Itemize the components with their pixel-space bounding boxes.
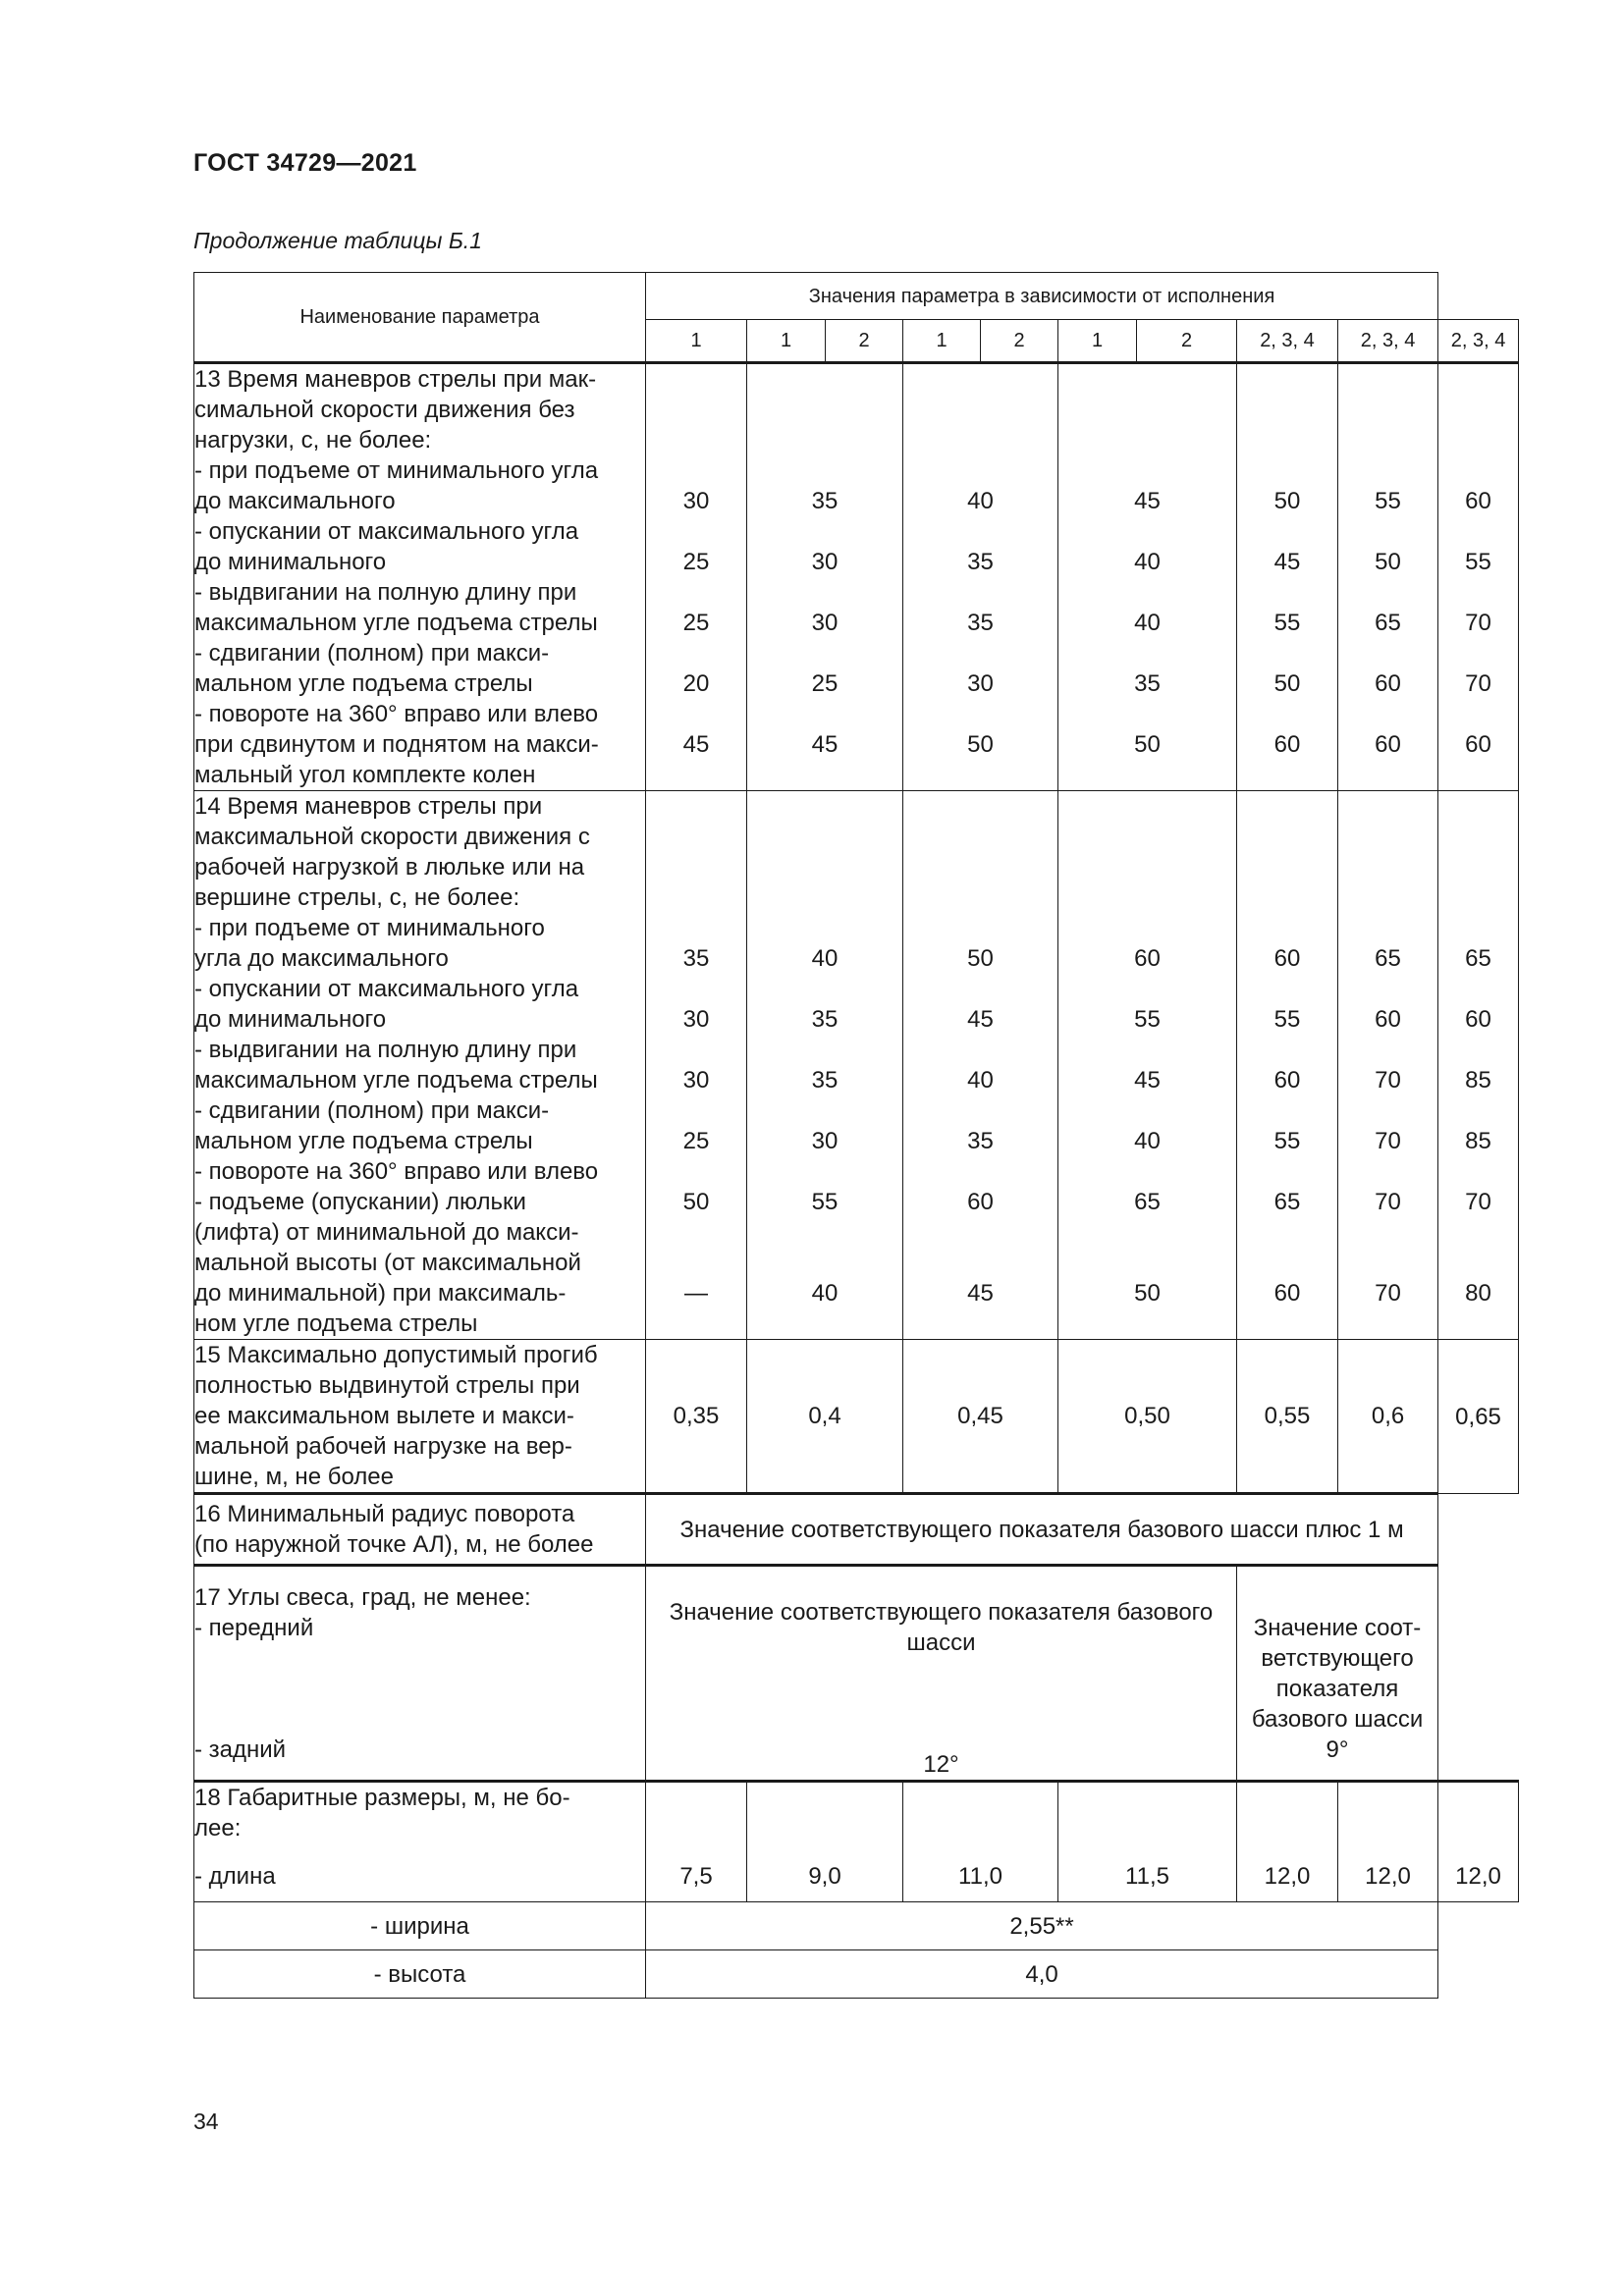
height-label: - высота	[194, 1950, 646, 1999]
values-13-col7: 60 55 70 70 60	[1438, 363, 1519, 791]
param-16-label: 16 Минимальный радиус поворота (по наружной точке АЛ), м, не более	[194, 1494, 646, 1566]
variant-header: 1	[646, 320, 747, 363]
variant-header: 1	[903, 320, 981, 363]
header-param-name: Наименование параметра	[194, 273, 646, 363]
header-values: Значения параметра в зависимости от исполнения	[646, 273, 1438, 320]
value-15-col1: 0,35	[646, 1340, 747, 1494]
variant-header: 2	[826, 320, 903, 363]
variant-header: 2	[981, 320, 1058, 363]
value-17-last: Значение соот- ветствующего показателя базового шасси 9°	[1237, 1566, 1438, 1782]
length-col7: 12,0	[1438, 1782, 1519, 1902]
value-15-col5: 0,55	[1237, 1340, 1338, 1494]
values-13-col1: 30 25 25 20 45	[646, 363, 747, 791]
value-17-main: Значение соответствующего показателя базового шасси 12°	[646, 1566, 1237, 1782]
document-code: ГОСТ 34729—2021	[193, 149, 417, 177]
length-col2: 9,0	[747, 1782, 903, 1902]
length-col6: 12,0	[1338, 1782, 1438, 1902]
variant-header: 2	[1137, 320, 1237, 363]
value-16: Значение соответствующего показателя базового шасси плюс 1 м	[646, 1494, 1438, 1566]
values-13-col3: 40 35 35 30 50	[903, 363, 1058, 791]
width-label: - ширина	[194, 1902, 646, 1950]
length-col1: 7,5	[646, 1782, 747, 1902]
length-col4: 11,5	[1058, 1782, 1237, 1902]
values-14-col7: 65 60 85 85 70 80	[1438, 791, 1519, 1340]
param-17-label: 17 Углы свеса, град, не менее: - передний - задний	[194, 1566, 646, 1782]
param-13-label: 13 Время маневров стрелы при мак- симальной скорости движения без нагрузки, с, не более: - при подъеме от минимального угла до максимального - опускании от максимального угла до минимального - выдвигании на полную длину при максимальном угле подъема стрелы - сдвигании (полном) при макси- мальном угле подъема стрелы - повороте на 360° вправо или влево при сдвинутом и поднятом на макси- мальный угол комплекте колен	[194, 363, 646, 791]
values-14-col3: 50 45 40 35 60 45	[903, 791, 1058, 1340]
values-13-col4: 45 40 40 35 50	[1058, 363, 1237, 791]
table-caption: Продолжение таблицы Б.1	[193, 228, 482, 253]
param-18-label: 18 Габаритные размеры, м, не бо- лее: - длина	[194, 1782, 646, 1902]
values-14-col5: 60 55 60 55 65 60	[1237, 791, 1338, 1340]
param-14-label: 14 Время маневров стрелы при максимальной скорости движения с рабочей нагрузкой в люльке или на вершине стрелы, с, не более: - при подъеме от минимального угла до максимального - опускании от максимального угла до минимального - выдвигании на полную длину при максимальном угле подъема стрелы - сдвигании (полном) при макси- мальном угле подъема стрелы - повороте на 360° вправо или влево - подъеме (опускании) люльки (лифта) от минимальной до макси- мальной высоты (от максимальной до минимальной) при максималь- ном угле подъема стрелы	[194, 791, 646, 1340]
length-col5: 12,0	[1237, 1782, 1338, 1902]
values-13-col6: 55 50 65 60 60	[1338, 363, 1438, 791]
width-value: 2,55**	[646, 1902, 1438, 1950]
values-14-col2: 40 35 35 30 55 40	[747, 791, 903, 1340]
page-number: 34	[193, 2109, 219, 2134]
height-value: 4,0	[646, 1950, 1438, 1999]
values-13-col2: 35 30 30 25 45	[747, 363, 903, 791]
values-14-col6: 65 60 70 70 70 70	[1338, 791, 1438, 1340]
variant-header: 2, 3, 4	[1338, 320, 1438, 363]
values-14-col1: 35 30 30 25 50 —	[646, 791, 747, 1340]
value-15-col7: 0,65	[1438, 1340, 1519, 1494]
variant-header: 1	[1058, 320, 1137, 363]
param-15-label: 15 Максимально допустимый прогиб полностью выдвинутой стрелы при ее максимальном вылете и макси- мальной рабочей нагрузке на вер- шине, м, не более	[194, 1340, 646, 1494]
length-col3: 11,0	[903, 1782, 1058, 1902]
values-13-col5: 50 45 55 50 60	[1237, 363, 1338, 791]
value-15-col4: 0,50	[1058, 1340, 1237, 1494]
variant-header: 1	[747, 320, 826, 363]
parameters-table	[193, 272, 1519, 1999]
values-14-col4: 60 55 45 40 65 50	[1058, 791, 1237, 1340]
value-15-col2: 0,4	[747, 1340, 903, 1494]
variant-header: 2, 3, 4	[1237, 320, 1338, 363]
value-15-col6: 0,6	[1338, 1340, 1438, 1494]
variant-header: 2, 3, 4	[1438, 320, 1519, 363]
value-15-col3: 0,45	[903, 1340, 1058, 1494]
